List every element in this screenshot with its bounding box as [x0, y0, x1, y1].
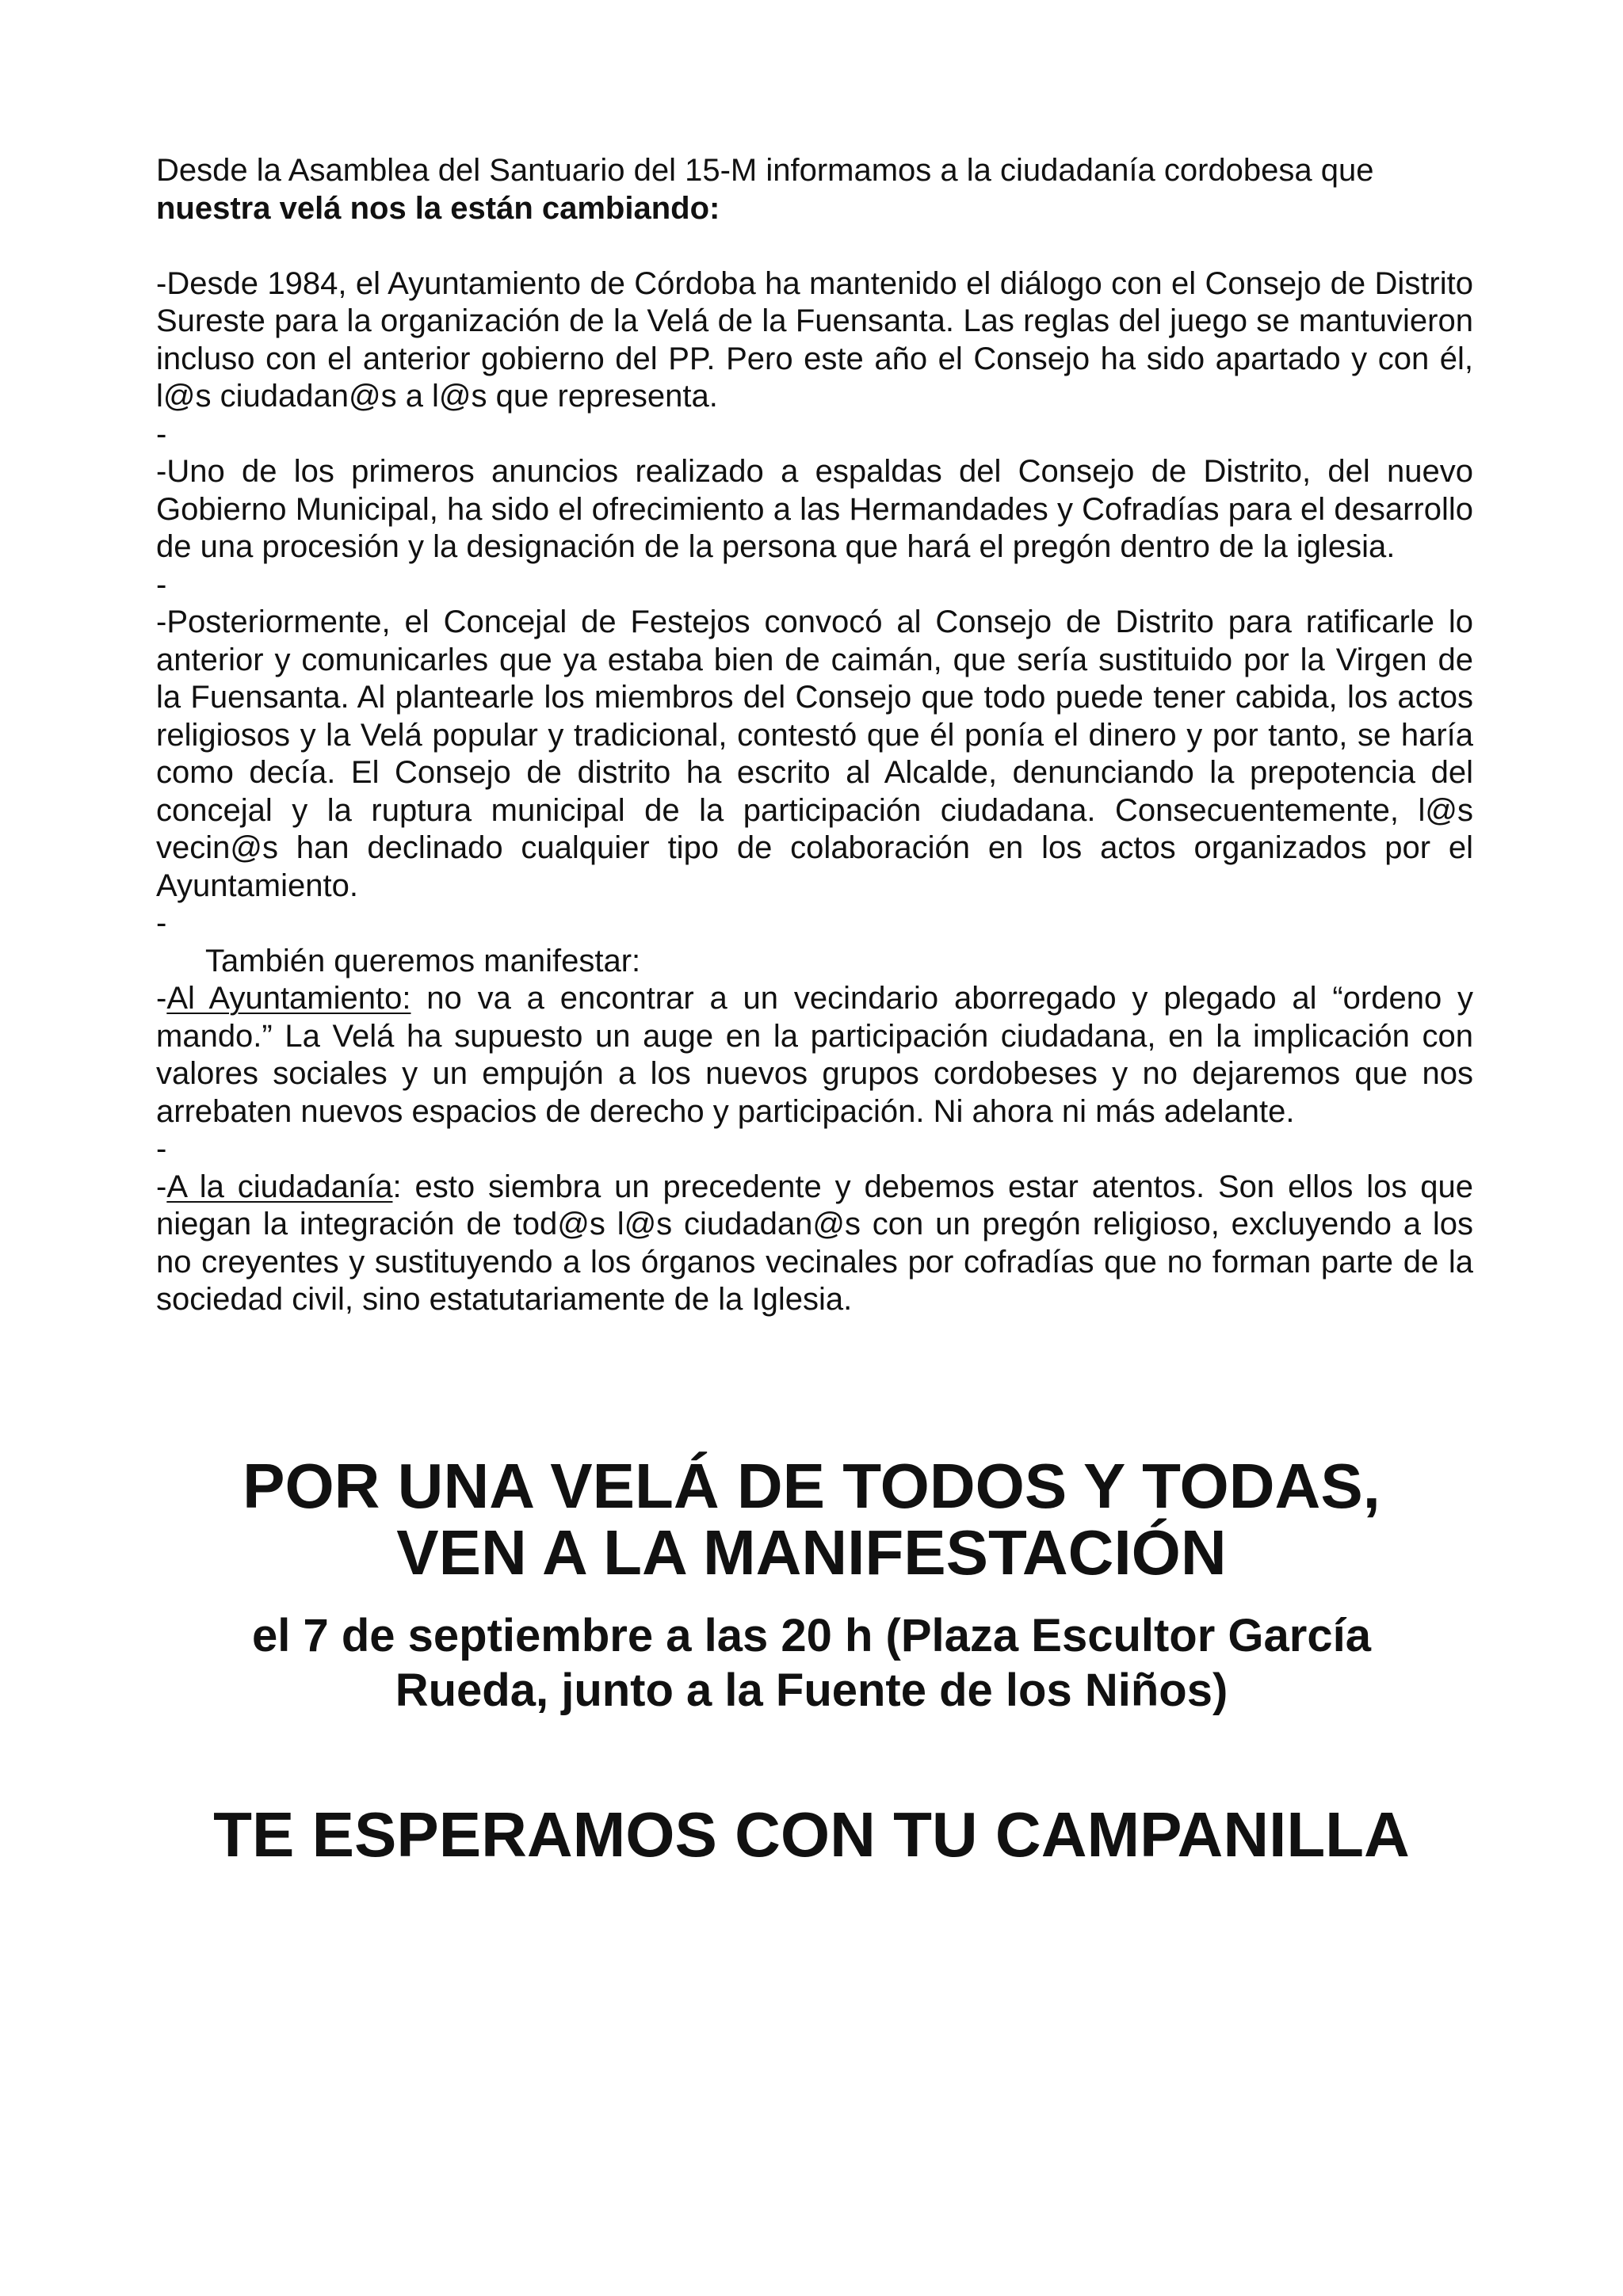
intro-bold-line: nuestra velá nos la están cambiando: — [156, 190, 720, 226]
intro-line: Desde la Asamblea del Santuario del 15-M informamos a la ciudadanía cordobesa que — [156, 153, 1374, 188]
ayuntamiento-text: no va a encontrar a un vecindario aborregado y plegado al “ordeno y mando.” La Velá ha supuesto un auge en la participación ciudadana, en la implicación con valores sociales y un empujón a los nuevos grupos cordobeses y no dejaremos que nos arrebaten nuevos espacios de derecho y participación. Ni ahora ni más adelante. — [156, 981, 1474, 1129]
event-line-2: Rueda, junto a la Fuente de los Niños) — [395, 1665, 1228, 1716]
headline-line-1: POR UNA VELÁ DE TODOS Y TODAS, — [242, 1451, 1381, 1521]
paragraph-3: -Posteriormente, el Concejal de Festejos convocó al Consejo de Distrito para ratificarle lo anterior y comunicarles que ya estaba bien de caimán, que sería sustituido por la Virgen de la Fuensanta. Al plantearle los miembros del Consejo que todo puede tener cabida, los actos religiosos y la Velá popular y tradicional, contestó que él ponía el dinero y por tanto, se haría como decía. El Consejo de distrito ha escrito al Alcalde, denunciando la prepotencia del concejal y la ruptura municipal de la participación ciudadana. Consecuentemente, l@s vecin@s han declinado cualquier tipo de colaboración en los actos organizados por el Ayuntamiento. — [156, 605, 1473, 903]
headline-line-2: VEN A LA MANIFESTACIÓN — [396, 1517, 1227, 1588]
intro-paragraph — [156, 152, 1473, 227]
dash: - — [156, 1169, 167, 1204]
event-details — [111, 1608, 1512, 1718]
ciudadania-label: A la ciudadanía — [166, 1169, 393, 1204]
separator-dash-4: - — [156, 1131, 167, 1166]
paragraph-ciudadania — [156, 1169, 1473, 1319]
paragraph-2: -Uno de los primeros anuncios realizado a espaldas del Consejo de Distrito, del nuevo Gobierno Municipal, ha sido el ofrecimiento a las Hermandades y Cofradías para el desarrollo de una procesión y la designación de la persona que hará el pregón dentro de la iglesia. — [156, 454, 1473, 564]
closing-headline: TE ESPERAMOS CON TU CAMPANILLA — [213, 1799, 1410, 1870]
main-headline — [111, 1453, 1512, 1586]
ciudadania-text: : esto siembra un precedente y debemos estar atentos. Son ellos los que niegan la integración de tod@s l@s ciudadan@s con un pregón religioso, excluyendo a los no creyentes y sustituyendo a los órganos vecinales por cofradías que no forman parte de la sociedad civil, sino estatutariamente de la Iglesia. — [156, 1169, 1473, 1317]
body-text — [156, 152, 1473, 1319]
ayuntamiento-label: Al Ayuntamiento: — [166, 981, 411, 1016]
paragraph-1: -Desde 1984, el Ayuntamiento de Córdoba ha mantenido el diálogo con el Consejo de Distrito Sureste para la organización de la Velá de la Fuensanta. Las reglas del juego se mantuvieron incluso con el anterior gobierno del PP. Pero este año el Consejo ha sido apartado y con él, l@s ciudadan@s a l@s que representa. — [156, 265, 1473, 414]
separator-dash-3: - — [156, 906, 167, 940]
spacer — [156, 227, 1473, 265]
manifest-intro: También queremos manifestar: — [205, 943, 641, 978]
paragraph-ayuntamiento — [156, 980, 1473, 1131]
separator-dash-2: - — [156, 566, 167, 602]
event-line-1: el 7 de septiembre a las 20 h (Plaza Escultor García — [252, 1610, 1371, 1661]
separator-dash-1: - — [156, 416, 167, 452]
dash: - — [156, 981, 167, 1016]
